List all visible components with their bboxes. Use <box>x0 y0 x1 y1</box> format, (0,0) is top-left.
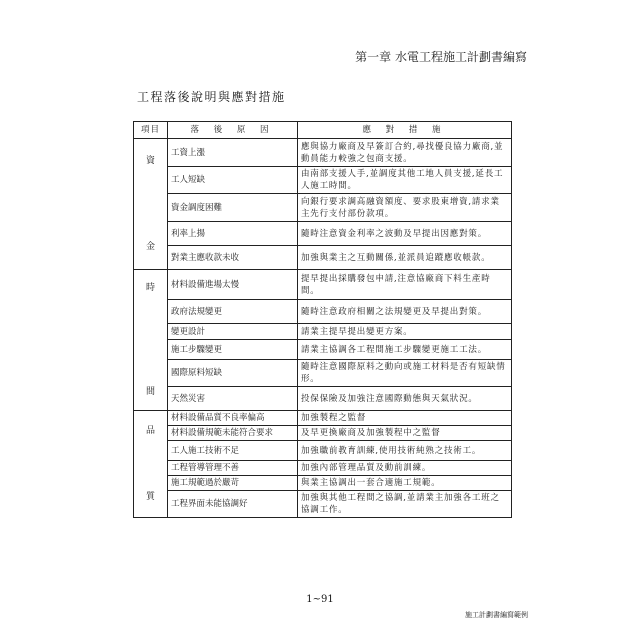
header-item: 項目 <box>134 122 168 139</box>
cause-cell: 材料設備進場太慢 <box>168 270 298 300</box>
measure-cell: 加強職前教育訓練,使用技術純熟之技術工。 <box>298 441 512 461</box>
table-row <box>134 324 512 340</box>
cause-cell: 天然災害 <box>168 387 298 411</box>
cause-cell: 工人短缺 <box>168 167 298 194</box>
table-row <box>134 387 512 411</box>
table-row <box>134 461 512 476</box>
measure-cell: 請業主協調各工程間施工步驟變更施工工法。 <box>298 340 512 360</box>
measure-cell: 應與協力廠商及早簽訂合約,尋找優良協力廠商,並動員能力較強之包商支援。 <box>298 139 512 167</box>
table-row <box>134 300 512 324</box>
table-row <box>134 491 512 518</box>
table-row <box>134 167 512 194</box>
cause-cell: 工人施工技術不足 <box>168 441 298 461</box>
table-header-row <box>134 122 512 139</box>
table-row <box>134 476 512 491</box>
table-row <box>134 246 512 270</box>
measure-cell: 加強與業主之互動關係,並派員追蹤應收帳款。 <box>298 246 512 270</box>
table-row <box>134 270 512 300</box>
table-row <box>134 340 512 360</box>
group-label-char: 資 <box>145 156 155 166</box>
book-title: 施工計劃書編寫範例 <box>465 611 528 619</box>
group-label-char: 時 <box>145 283 155 293</box>
table-row <box>134 441 512 461</box>
measure-cell: 向銀行要求調高融資額度、要求股東增資,請求業主先行支付部份款項。 <box>298 194 512 222</box>
cause-cell: 工資上漲 <box>168 139 298 167</box>
cause-cell: 政府法規變更 <box>168 300 298 324</box>
cause-cell: 材料設備品質不良率偏高 <box>168 411 298 426</box>
measure-cell: 隨時注意政府相關之法規變更及早提出對策。 <box>298 300 512 324</box>
cause-cell: 工程界面未能協調好 <box>168 491 298 518</box>
group-label-char: 質 <box>145 492 155 502</box>
cause-cell: 施工規範過於嚴苛 <box>168 476 298 491</box>
table-row <box>134 426 512 441</box>
group-label <box>134 139 168 270</box>
measure-cell: 與業主協調出一套合適施工規範。 <box>298 476 512 491</box>
cause-cell: 材料設備規範未能符合要求 <box>168 426 298 441</box>
page-number: 1~91 <box>306 594 334 605</box>
group-label <box>134 411 168 518</box>
table-row <box>134 139 512 167</box>
section-title: 工程落後說明與應對措施 <box>137 90 286 104</box>
table-row <box>134 194 512 222</box>
group-label-char: 品 <box>145 426 155 436</box>
measure-cell: 隨時注意資金利率之波動及早提出因應對策。 <box>298 222 512 246</box>
table-row <box>134 411 512 426</box>
group-label <box>134 270 168 411</box>
measure-cell: 加強內部管理品質及動前訓練。 <box>298 461 512 476</box>
cause-cell: 利率上揚 <box>168 222 298 246</box>
table-row <box>134 222 512 246</box>
measure-cell: 由南部支援人手,並調度其他工地人員支援,延長工人施工時間。 <box>298 167 512 194</box>
cause-cell: 對業主應收款未收 <box>168 246 298 270</box>
table-row <box>134 360 512 387</box>
group-label-char: 金 <box>145 242 155 252</box>
measure-cell: 投保保險及加強注意國際動態與天氣狀況。 <box>298 387 512 411</box>
cause-cell: 資金調度困難 <box>168 194 298 222</box>
measure-cell: 提早提出採購發包申請,注意協廠商下料生產時間。 <box>298 270 512 300</box>
measure-cell: 請業主提早提出變更方案。 <box>298 324 512 340</box>
measure-cell: 加強製程之監督 <box>298 411 512 426</box>
cause-cell: 工程管導管理不善 <box>168 461 298 476</box>
header-cause: 落 後 原 因 <box>168 122 298 139</box>
table-body <box>134 139 512 518</box>
delay-measures-table <box>133 121 512 518</box>
measure-cell: 加強與其他工程間之協調,並請業主加強各工班之協調工作。 <box>298 491 512 518</box>
group-label-char: 間 <box>145 387 155 397</box>
cause-cell: 國際原料短缺 <box>168 360 298 387</box>
header-measure: 應 對 措 施 <box>298 122 512 139</box>
cause-cell: 變更設計 <box>168 324 298 340</box>
chapter-header: 第一章 水電工程施工計劃書編寫 <box>355 50 527 64</box>
cause-cell: 施工步驟變更 <box>168 340 298 360</box>
measure-cell: 及早更換廠商及加強製程中之監督 <box>298 426 512 441</box>
measure-cell: 隨時注意國際原料之動向或施工材料是否有短缺情形。 <box>298 360 512 387</box>
